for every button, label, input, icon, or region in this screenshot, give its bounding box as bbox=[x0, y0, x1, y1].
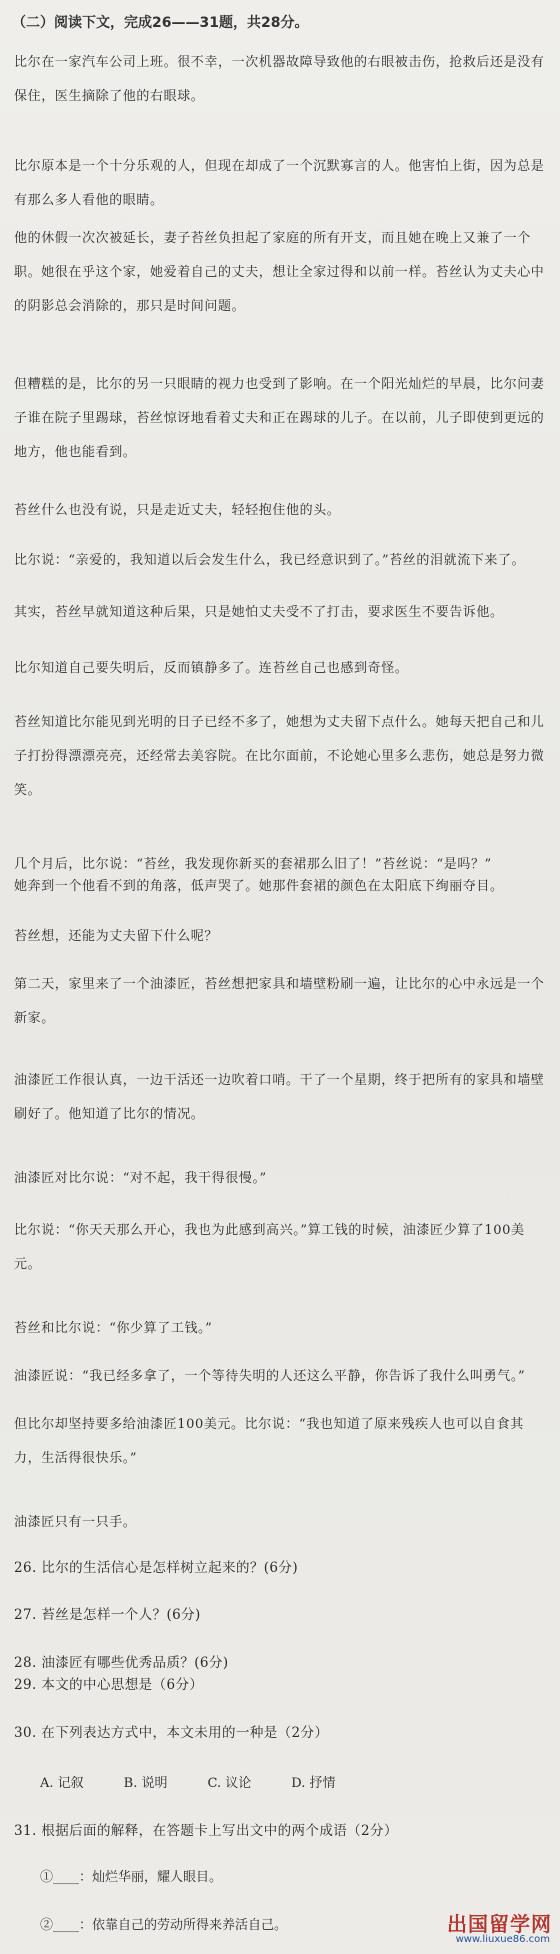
paragraph-12: 苔丝想，还能为丈夫留下什么呢？ bbox=[14, 929, 219, 944]
paragraph-5: 苔丝什么也没有说，只是走近丈夫，轻轻抱住他的头。 bbox=[14, 503, 341, 518]
paragraph-13: 第二天，家里来了一个油漆匠，苔丝想把家具和墙壁粉刷一遍，让比尔的心中永远是一个新家。 bbox=[14, 977, 545, 1026]
question-29: 29. 本文的中心思想是（6分） bbox=[14, 1677, 204, 1693]
paragraph-1: 比尔在一家汽车公司上班。很不幸，一次机器故障导致他的右眼被击伤，抢救后还是没有保住，医生摘除了他的右眼球。 bbox=[14, 55, 545, 104]
paragraph-8: 比尔知道自己要失明后，反而镇静多了。连苔丝自己也感到奇怪。 bbox=[14, 661, 409, 676]
site-watermark bbox=[404, 1908, 554, 1950]
option-c: C. 议论 bbox=[207, 1776, 252, 1791]
paragraph-10: 几个月后，比尔说：“苔丝，我发现你新买的套裙那么旧了！”苔丝说：“是吗？” bbox=[14, 857, 492, 872]
paragraph-4: 但糟糕的是，比尔的另一只眼睛的视力也受到了影响。在一个阳光灿烂的早晨，比尔问妻子谁在院子里踢球，苔丝惊讶地看着丈夫和正在踢球的儿子。在以前，儿子即使到更远的地方，他也能看到。 bbox=[14, 377, 545, 460]
paragraph-15: 油漆匠对比尔说：“对不起，我干得很慢。” bbox=[14, 1171, 267, 1186]
option-b: B. 说明 bbox=[123, 1776, 168, 1791]
paragraph-9: 苔丝知道比尔能见到光明的日子已经不多了，她想为丈夫留下点什么。她每天把自己和儿子打扮得漂漂亮亮，还经常去美容院。在比尔面前，不论她心里多么悲伤，她总是努力微笑。 bbox=[14, 715, 545, 798]
paragraph-16: 比尔说：“你天天那么开心，我也为此感到高兴。”算工钱的时候，油漆匠少算了100美元。 bbox=[14, 1223, 525, 1272]
idiom-blank-2: ②____：依靠自己的劳动所得来养活自己。 bbox=[40, 1918, 288, 1933]
option-a: A. 记叙 bbox=[40, 1776, 84, 1791]
paragraph-7: 其实，苔丝早就知道这种后果，只是她怕丈夫受不了打击，要求医生不要告诉他。 bbox=[14, 605, 504, 620]
question-28: 28. 油漆匠有哪些优秀品质？(6分) bbox=[14, 1655, 229, 1671]
section-heading: （二）阅读下文，完成26——31题，共28分。 bbox=[12, 15, 309, 31]
paragraph-2: 比尔原本是一个十分乐观的人，但现在却成了一个沉默寡言的人。他害怕上街，因为总是有那么多人看他的眼睛。 bbox=[14, 159, 545, 208]
option-d: D. 抒情 bbox=[291, 1776, 336, 1791]
question-26: 26. 比尔的生活信心是怎样树立起来的？(6分) bbox=[14, 1560, 298, 1576]
paragraph-3: 他的休假一次次被延长，妻子苔丝负担起了家庭的所有开支，而且她在晚上又兼了一个职。她很在乎这个家，她爱着自己的丈夫，想让全家过得和以前一样。苔丝认为丈夫心中的阴影总会消除的，那只是时间问题。 bbox=[14, 231, 545, 314]
question-30: 30. 在下列表达方式中，本文未用的一种是（2分） bbox=[14, 1725, 329, 1741]
paragraph-18: 油漆匠说：“我已经多拿了，一个等待失明的人还这么平静，你告诉了我什么叫勇气。” bbox=[14, 1369, 526, 1384]
idiom-blank-1: ①____：灿烂华丽，耀人眼目。 bbox=[40, 1870, 223, 1885]
question-30-options bbox=[40, 1772, 520, 1791]
paragraph-20: 油漆匠只有一只手。 bbox=[14, 1515, 137, 1530]
paragraph-6: 比尔说：“亲爱的，我知道以后会发生什么，我已经意识到了。”苔丝的泪就流下来了。 bbox=[14, 553, 526, 568]
paragraph-17: 苔丝和比尔说：“你少算了工钱。” bbox=[14, 1321, 213, 1336]
question-31: 31. 根据后面的解释，在答题卡上写出文中的两个成语（2分） bbox=[14, 1823, 398, 1839]
question-27: 27. 苔丝是怎样一个人？(6分) bbox=[14, 1607, 201, 1623]
paragraph-11: 她奔到一个他看不到的角落，低声哭了。她那件套裙的颜色在太阳底下绚丽夺目。 bbox=[14, 879, 504, 894]
paragraph-14: 油漆匠工作很认真，一边干活还一边吹着口哨。干了一个星期，终于把所有的家具和墙壁刷好了。他知道了比尔的情况。 bbox=[14, 1073, 545, 1122]
paragraph-19: 但比尔却坚持要多给油漆匠100美元。比尔说：“我也知道了原来残疾人也可以自食其力，生活得很快乐。” bbox=[14, 1417, 524, 1466]
watermark-url: www.liuxue86.com bbox=[455, 1934, 550, 1945]
watermark-name: 出国留学网 bbox=[447, 1912, 552, 1936]
